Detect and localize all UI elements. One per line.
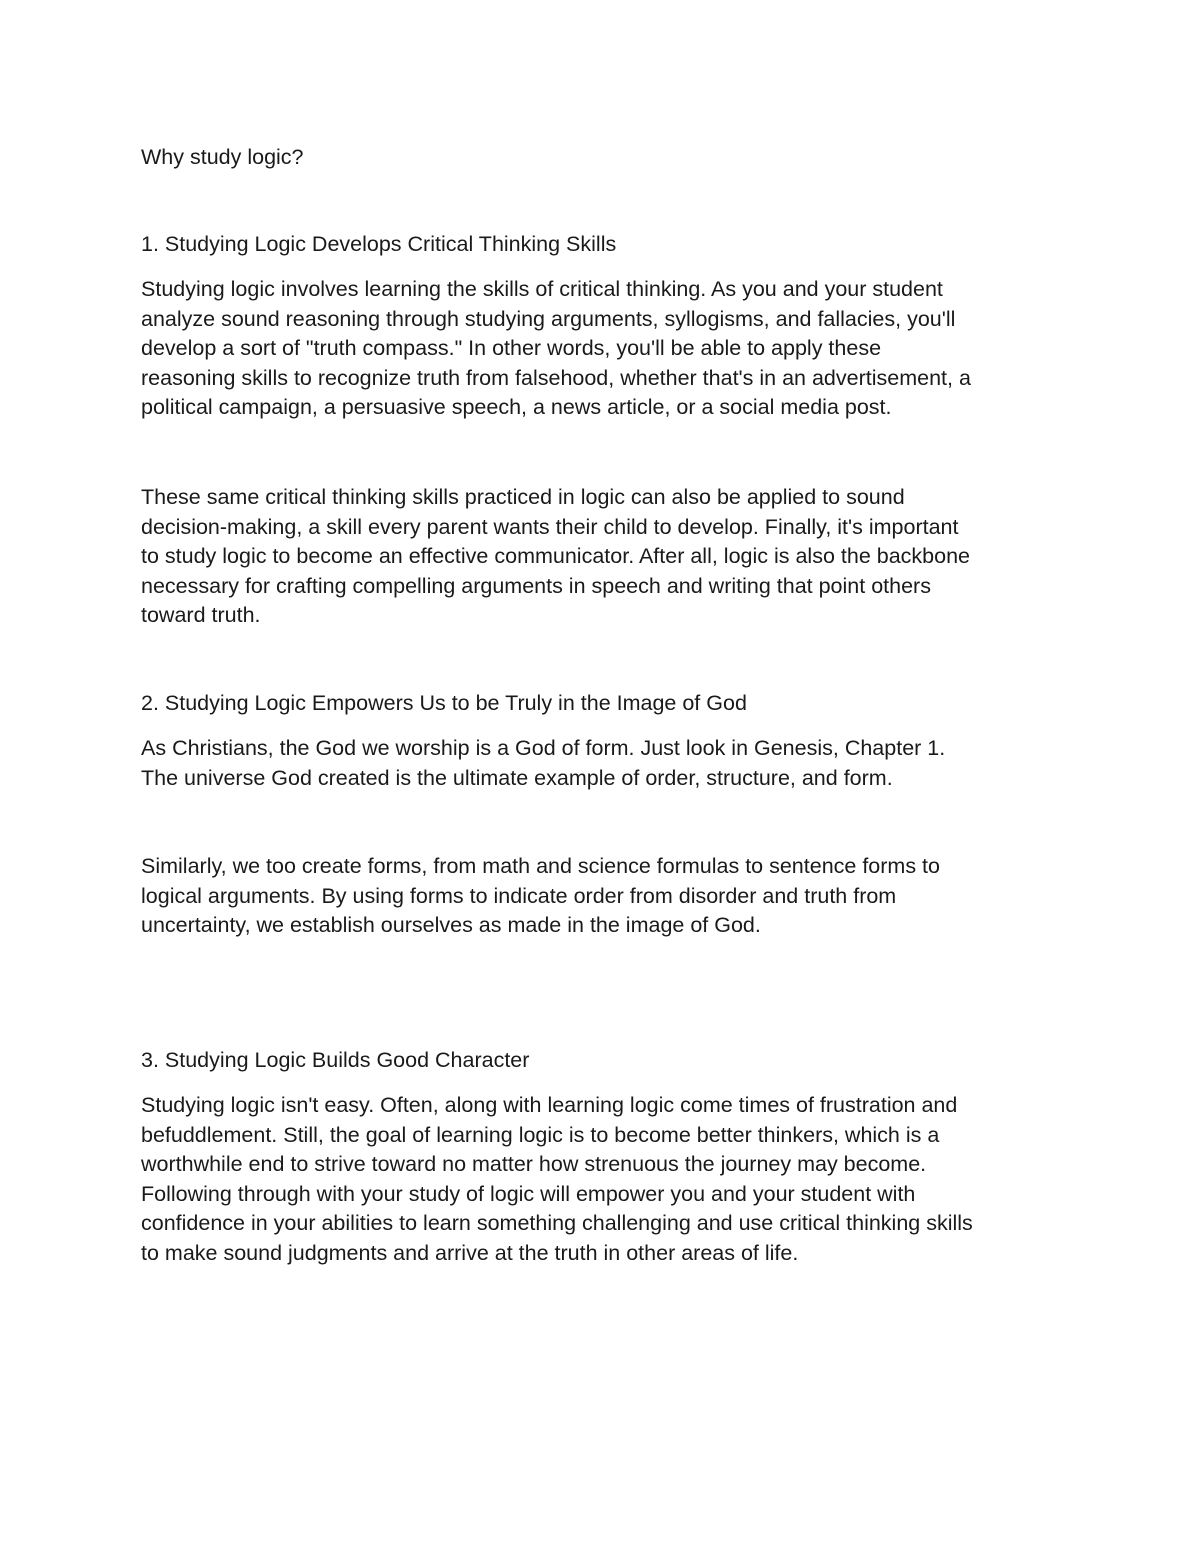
section-2-paragraph-2: Similarly, we too create forms, from math and science formulas to sentence forms to logical arguments. By using forms to indicate order from disorder and truth from uncertainty, we establish ourselves as made in the image of God. <box>141 854 940 937</box>
section-1-paragraph-2: These same critical thinking skills practiced in logic can also be applied to sound decision-making, a skill every parent wants their child to develop. Finally, it's important to study logic to become an effective communicator. After all, logic is also the backbone necessary for crafting compelling arguments in speech and writing that point others toward truth. <box>141 485 970 627</box>
document-title: Why study logic? <box>141 145 304 169</box>
section-3-paragraph-1: Studying logic isn't easy. Often, along with learning logic come times of frustration and befuddlement. Still, the goal of learning logic is to become better thinkers, which is a worthwhile end to strive toward no matter how strenuous the journey may become. Following through with your study of logic will empower you and your student with confidence in your abilities to learn something challenging and use critical thinking skills to make sound judgments and arrive at the truth in other areas of life. <box>141 1093 973 1265</box>
section-3-heading: 3. Studying Logic Builds Good Character <box>141 1048 530 1072</box>
section-1-heading: 1. Studying Logic Develops Critical Thinking Skills <box>141 232 617 256</box>
section-2-heading: 2. Studying Logic Empowers Us to be Truly in the Image of God <box>141 691 747 715</box>
section-1-paragraph-1: Studying logic involves learning the skills of critical thinking. As you and your student analyze sound reasoning through studying arguments, syllogisms, and fallacies, you'll develop a sort of "truth compass." In other words, you'll be able to apply these reasoning skills to recognize truth from falsehood, whether that's in an advertisement, a political campaign, a persuasive speech, a news article, or a social media post. <box>141 277 971 419</box>
section-2-paragraph-1: As Christians, the God we worship is a God of form. Just look in Genesis, Chapter 1. The universe God created is the ultimate example of order, structure, and form. <box>141 736 946 790</box>
